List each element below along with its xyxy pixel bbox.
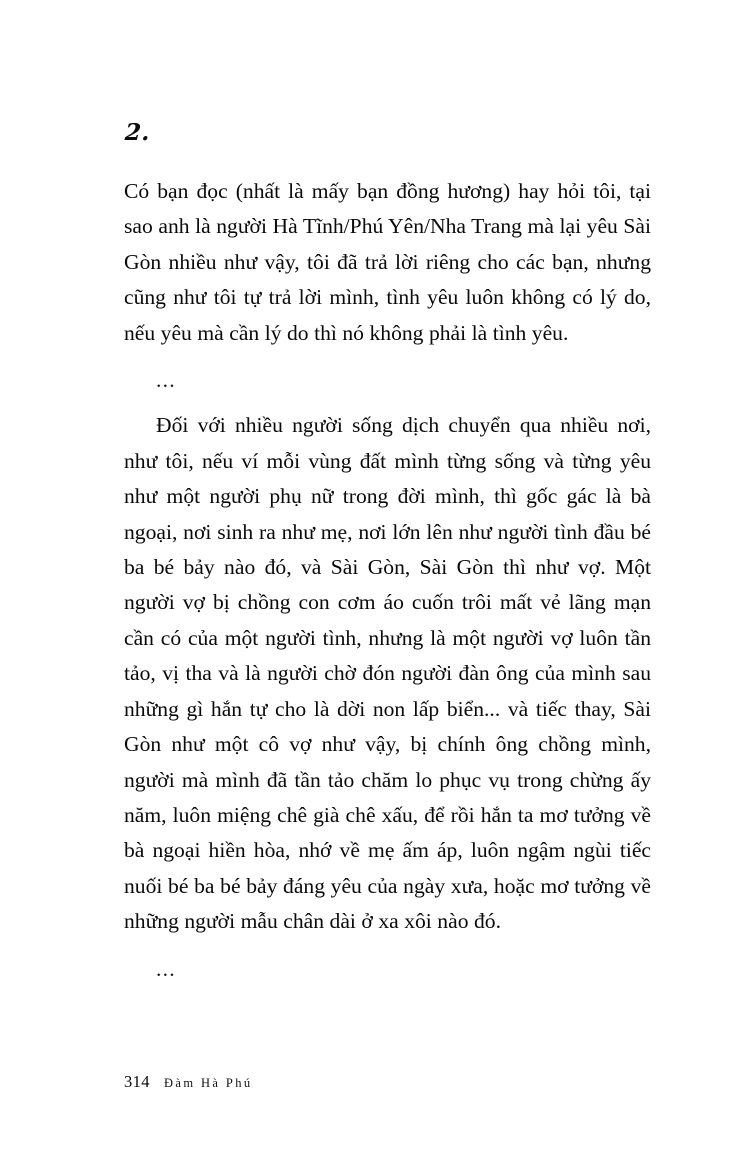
- ellipsis-break-2: ...: [156, 956, 176, 981]
- page-content: [124, 118, 651, 987]
- paragraph-1: Có bạn đọc (nhất là mấy bạn đồng hương) hay hỏi tôi, tại sao anh là người Hà Tĩnh/Phú Yên/Nha Trang mà lại yêu Sài Gòn nhiều như vậy, tôi đã trả lời riêng cho các bạn, nhưng cũng như tôi tự trả lời mình, tình yêu luôn không có lý do, nếu yêu mà cần lý do thì nó không phải là tình yêu.: [124, 179, 651, 345]
- page-number: 314: [124, 1072, 150, 1091]
- running-author: Đàm Hà Phú: [163, 1076, 253, 1090]
- paragraph-spacer: [124, 351, 651, 363]
- page-footer: [124, 1073, 253, 1092]
- paragraph-spacer-2: [124, 940, 651, 952]
- ellipsis-break-1: ...: [156, 368, 176, 393]
- section-number: 2.: [124, 119, 152, 146]
- paragraph-2: Đối với nhiều người sống dịch chuyển qua nhiều nơi, như tôi, nếu ví mỗi vùng đất mình từng sống và từng yêu như một người phụ nữ trong đời mình, thì gốc gác là bà ngoại, nơi sinh ra như mẹ, nơi lớn lên như người tình đầu bé ba bé bảy nào đó, và Sài Gòn, Sài Gòn thì như vợ. Một người vợ bị chồng con cơm áo cuốn trôi mất vẻ lãng mạn cần có của một người tình, nhưng là một người vợ luôn tần tảo, vị tha và là người chờ đón người đàn ông của mình sau những gì hắn tự cho là dời non lấp biển... và tiếc thay, Sài Gòn như một cô vợ như vậy, bị chính ông chồng mình, người mà mình đã tần tảo chăm lo phục vụ trong chừng ấy năm, luôn miệng chê già chê xấu, để rồi hắn ta mơ tưởng về bà ngoại hiền hòa, nhớ về mẹ ấm áp, luôn ngậm ngùi tiếc nuối bé ba bé bảy đáng yêu của ngày xưa, hoặc mơ tưởng về những người mẫu chân dài ở xa xôi nào đó.: [124, 413, 651, 934]
- break-spacer: [124, 398, 651, 408]
